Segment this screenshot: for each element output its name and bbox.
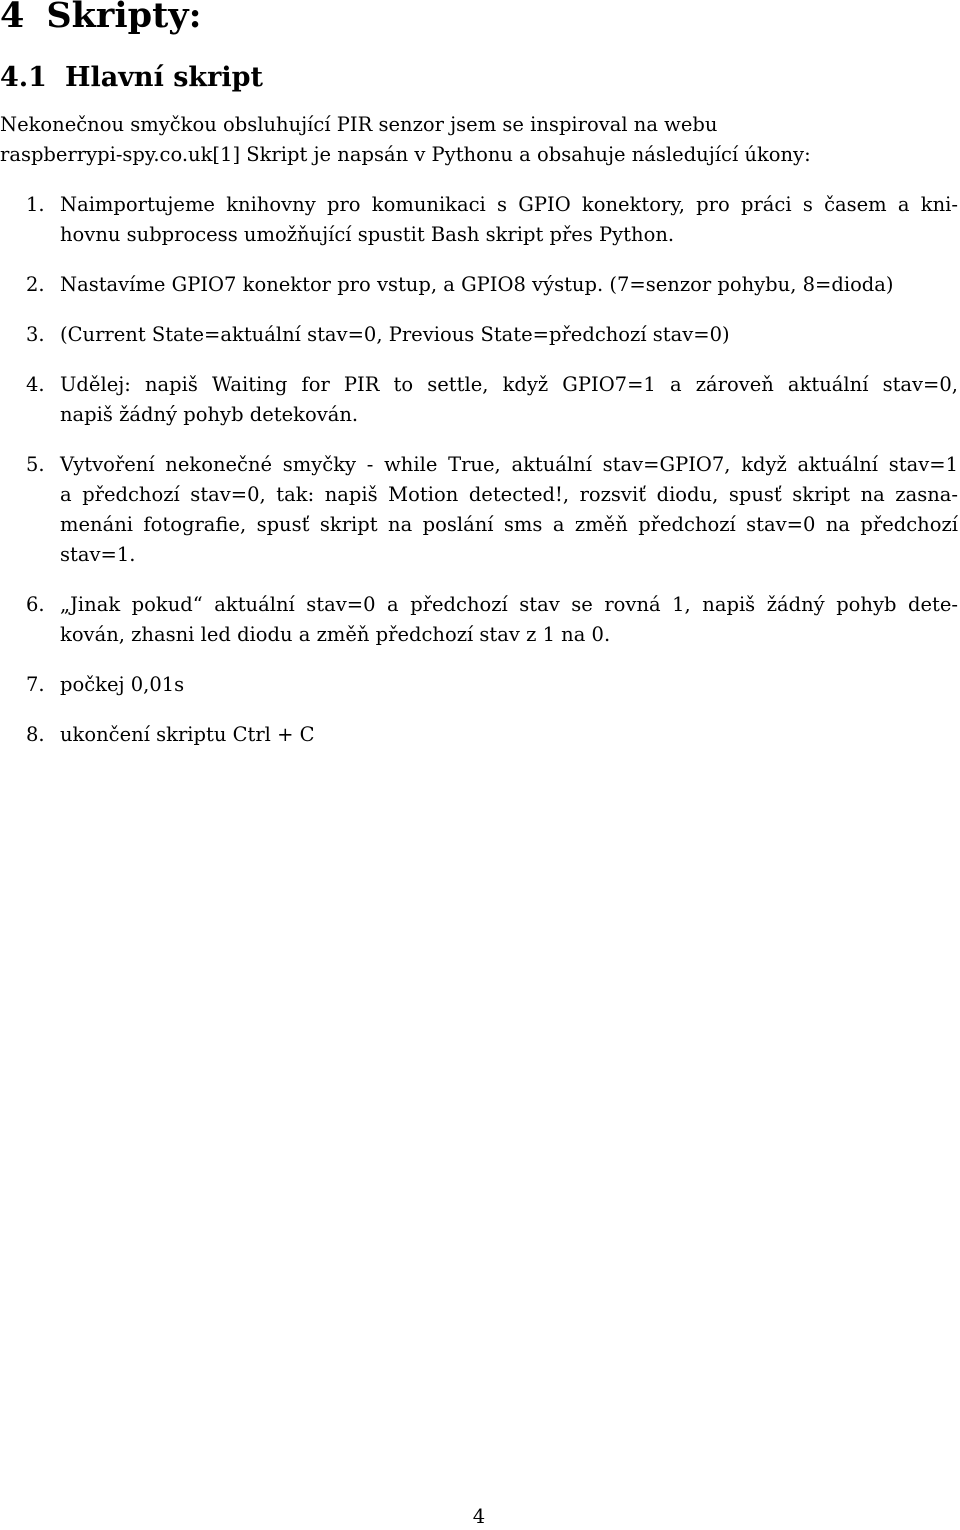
step-marker: 8. xyxy=(26,723,45,746)
step-marker: 6. xyxy=(26,593,45,616)
step-line: Udělej: napiš Waiting for PIR to settle, když GPIO7=1 a zároveň aktuální stav=0, xyxy=(60,373,958,396)
step-marker: 4. xyxy=(26,373,45,396)
list-item-step-7 xyxy=(0,670,958,700)
step-line: Naimportujeme knihovny pro komunikaci s GPIO konektory, pro práci s časem a kni- xyxy=(60,193,958,216)
intro-paragraph xyxy=(0,110,940,170)
intro-line: Nekonečnou smyčkou obsluhující PIR senzor jsem se inspiroval na webu xyxy=(0,113,718,136)
step-line: Vytvoření nekonečné smyčky - while True, aktuální stav=GPIO7, když aktuální stav=1 xyxy=(60,453,958,476)
section-heading xyxy=(0,0,202,36)
list-item-step-1 xyxy=(0,190,958,250)
section-number: 4 xyxy=(0,0,25,36)
step-line: „Jinak pokud“ aktuální stav=0 a předchozí stav se rovná 1, napiš žádný pohyb dete- xyxy=(60,593,958,616)
page-number: 4 xyxy=(472,1505,486,1528)
step-line: ukončení skriptu Ctrl + C xyxy=(60,723,315,746)
step-line: kován, zhasni led diodu a změň předchozí stav z 1 na 0. xyxy=(60,623,611,646)
step-line: napiš žádný pohyb detekován. xyxy=(60,403,359,426)
step-marker: 7. xyxy=(26,673,45,696)
step-line: počkej 0,01s xyxy=(60,673,185,696)
step-line: (Current State=aktuální stav=0, Previous State=předchozí stav=0) xyxy=(60,323,730,346)
step-marker: 2. xyxy=(26,273,45,296)
subsection-heading xyxy=(0,60,263,96)
step-line: a předchozí stav=0, tak: napiš Motion detected!, rozsviť diodu, spusť skript na zasna- xyxy=(60,483,958,506)
step-line: Nastavíme GPIO7 konektor pro vstup, a GPIO8 výstup. (7=senzor pohybu, 8=dioda) xyxy=(60,273,894,296)
step-line: hovnu subprocess umožňující spustit Bash skript přes Python. xyxy=(60,223,675,246)
step-line: stav=1. xyxy=(60,543,136,566)
step-marker: 1. xyxy=(26,193,45,216)
list-item-step-4 xyxy=(0,370,958,430)
section-title: Skripty: xyxy=(46,0,202,36)
intro-line: raspberrypi-spy.co.uk[1] Skript je napsán v Pythonu a obsahuje následující úkony: xyxy=(0,143,811,166)
step-marker: 3. xyxy=(26,323,45,346)
step-marker: 5. xyxy=(26,453,45,476)
list-item-step-8 xyxy=(0,720,958,750)
list-item-step-5 xyxy=(0,450,958,570)
list-item-step-2 xyxy=(0,270,958,300)
subsection-number: 4.1 xyxy=(0,62,47,93)
steps-list xyxy=(0,190,958,770)
list-item-step-6 xyxy=(0,590,958,650)
subsection-title: Hlavní skript xyxy=(64,62,263,93)
list-item-step-3 xyxy=(0,320,958,350)
step-line: menáni fotografie, spusť skript na poslání sms a změň předchozí stav=0 na předchozí xyxy=(60,513,958,536)
